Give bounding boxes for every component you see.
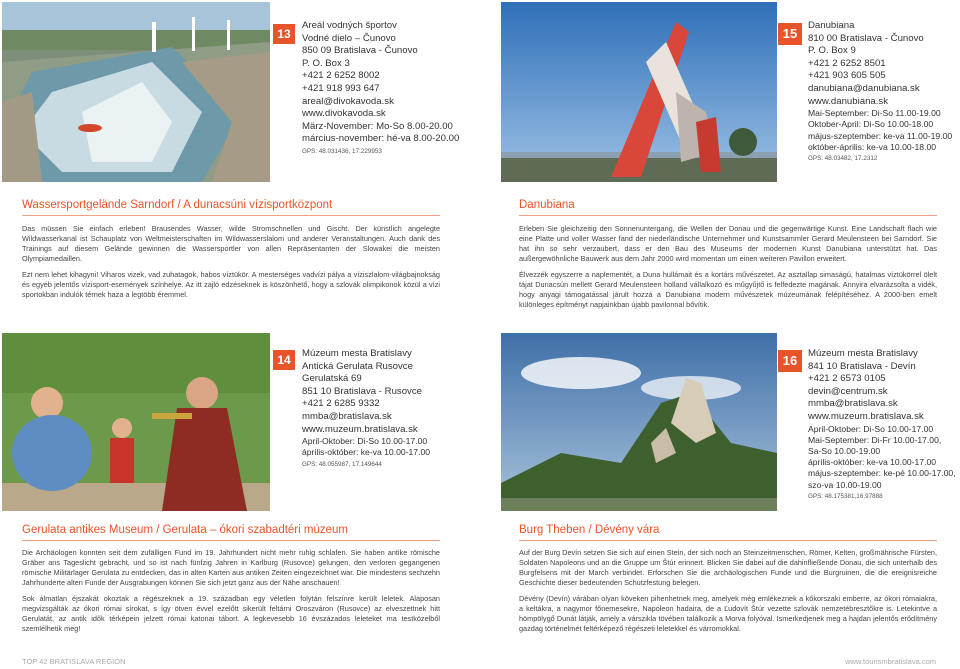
info-14-line: Antická Gerulata Rusovce [302,360,413,372]
rule-16 [519,540,937,541]
info-15-hours: május-szeptember: ke-va 11.00-19.00 [808,130,953,141]
info-16-gps: GPS: 48.175381,16.97888 [808,492,883,500]
photo-gerulata [2,333,270,511]
info-13-email[interactable]: areal@divokavoda.sk [302,95,394,107]
info-16-email[interactable]: mmba@bratislava.sk [808,398,898,410]
heading-13: Wassersportgelände Sarndorf / A dunacsúni vízisportközpont [22,199,333,211]
info-16 [808,348,956,502]
photo-devin [501,333,777,511]
info-15-name: Danubiana [808,20,855,31]
text-15 [519,224,937,316]
info-13-hours: március-november: hé-va 8.00-20.00 [302,133,460,145]
badge-15: 15 [778,23,802,45]
footer-page-label: TOP 42 BRATISLAVA REGION [22,657,126,666]
info-16-line: 841 10 Bratislava - Devín [808,360,916,372]
info-16-name: Múzeum mesta Bratislavy [808,348,918,359]
heading-14: Gerulata antikes Museum / Gerulata – ókori szabadtéri múzeum [22,524,348,536]
info-16-web[interactable]: www.muzeum.bratislava.sk [808,410,924,422]
paragraph-14-de: Die Archäologen konnten seit dem zufälligen Fund im 19. Jahrhundert nicht mehr ruhig schlafen. Sie haben antike römische Gräber ans Tageslicht gebracht, und so ist nach fünfzig Jahren in Karlburg (Rusovce) gelungen, den verloren gegangenen römische Militärlager Gerulata zu entdecken, das in alten Karten aus antiken Zeiten eingezeichnet war. Die mindestens sechzehn Jahrhunderte alten Funde der Ausgrabungen können Sie sich jetzt ganz aus der Nähe anschauen! [22,548,440,587]
info-16-hours: április-október: ke-va 10.00-17.00 [808,457,937,468]
info-15-web[interactable]: www.danubiana.sk [808,95,888,107]
info-15 [808,20,952,164]
rule-14 [22,540,440,541]
photo-danubiana [501,2,777,182]
paragraph-14-hu: Sok álmatlan éjszakát okoztak a régészeknek a 19. században egy véletlen folytán felszínre került leletek. Alaposan megvizsgálták az ókori római sírokat, s így ötven évvel ezelőtt sikerült feltárni Oroszváron (Rusovce) az elveszettnek hitt Gerulatát, az antik idők térképein jelzett római katonai tábort. A legkevesebb 16 évszázados leleteket ma testközelből szemlélhetik meg! [22,594,440,633]
paragraph-13-de: Das müssen Sie einfach erleben! Brausendes Wasser, wilde Stromschnellen und Gischt. Der künstlich angelegte Wildwasserkanal ist Schauplatz von Weltmeisterschaften im Wildwasserslalom und anderer Veranstaltungen. Auch dank des Trainings auf diesem Gelände gewinnen die Wassersportler von allen Repräsentanten der Slowakei die meisten Olympiamedaillen. [22,224,440,263]
info-15-hours: Mai-September: Di-So 11.00-19.00 [808,108,941,119]
info-13-line: P. O. Box 3 [302,57,350,69]
heading-16: Burg Theben / Dévény vára [519,524,660,536]
text-16 [519,548,937,640]
info-16-hours: szo-va 10.00-19.00 [808,479,882,490]
rule-15 [519,215,937,216]
rule-13 [22,215,440,216]
info-16-hours: Sa-So 10.00-19.00 [808,445,881,456]
info-13-line: Vodné dielo – Čunovo [302,32,396,44]
info-15-hours: Oktober-April: Di-So 10.00-18.00 [808,119,934,130]
info-14-gps: GPS: 48.055987, 17.149644 [302,460,382,468]
info-13-phone: +421 918 993 647 [302,82,380,94]
info-15-phone: +421 2 6252 8501 [808,57,886,69]
info-14-email[interactable]: mmba@bratislava.sk [302,410,392,422]
info-15-gps: GPS: 48.03482, 17.2312 [808,154,878,162]
info-15-email[interactable]: danubiana@danubiana.sk [808,82,920,94]
heading-15: Danubiana [519,199,575,211]
info-16-email[interactable]: devin@centrum.sk [808,385,888,397]
paragraph-16-de: Auf der Burg Devín setzen Sie sich auf einen Stein, der sich noch an Steinzeitmenschen, Römer, Kelten, großmährische Fürsten, Soldaten Napoleons und an die Gruppe um Štúr erinnert. Blicken Sie dabei auf die dahinfließende Donau, die sich unterhalb des Burgfelsens mit der March verbindet. Erforschen Sie die archäologischen Funde und die Burgruinen, die die ereignisreiche Geschichte dieser bedeutenden Schutzfestung belegen. [519,548,937,587]
info-14 [302,348,430,470]
info-14-web[interactable]: www.muzeum.bratislava.sk [302,423,418,435]
info-14-hours: April-Oktober: Di-So 10.00-17.00 [302,436,428,447]
paragraph-15-de: Erleben Sie gleichzeitig den Sonnenuntergang, die Wellen der Donau und die gegenwärtige Kunst. Eine Landschaft flach wie eine Platte und voller Wasser fand der niederländische Unternehmer und Kunstsammler Gerard Meulensteen bei Sarndorf. Sie hat ihn so sehr verzaubert, dass er den Bau des Museums der modernen Kunst Danubiana unterstützt hat. Das außergewöhnliche Bauwerk aus dem Jahr 2000 wird momentan um einen weiteren Pavillon erweitert. [519,224,937,263]
text-14 [22,548,440,640]
info-13-gps: GPS: 48.031436, 17.229953 [302,147,382,155]
info-15-hours: október-április: ke-va 10.00-18.00 [808,141,937,152]
info-13-line: 850 09 Bratislava - Čunovo [302,45,418,57]
paragraph-13-hu: Ezt nem lehet kihagyni! Viharos vizek, vad zuhatagok, habos víztükör. A mesterséges vadvízi pálya a víziszlalom-világbajnokság és egyéb jelentős vízisport-események színhelye. Az itt zajló edzéseknek is köszönhető, hogy a szlovák olimpikonok közül a vízi sportokban indulók térnek haza a legtöbb éremmel. [22,270,440,299]
info-13 [302,20,459,157]
info-14-line: Gerulatská 69 [302,373,362,385]
info-13-name: Areál vodných športov [302,20,397,31]
info-13-hours: März-November: Mo-So 8.00-20.00 [302,120,453,132]
info-16-hours: April-Oktober: Di-So 10.00-17.00 [808,423,934,434]
info-14-name: Múzeum mesta Bratislavy [302,348,412,359]
info-15-line: P. O. Box 9 [808,45,856,57]
info-13-web[interactable]: www.divokavoda.sk [302,108,386,120]
badge-13: 13 [273,24,295,44]
info-14-phone: +421 2 6285 9332 [302,398,380,410]
footer-website-link[interactable]: www.tourismbratislava.com [845,657,936,666]
info-14-line: 851 10 Bratislava - Rusovce [302,385,422,397]
text-13 [22,224,440,306]
photo-whitewater [2,2,270,182]
info-13-phone: +421 2 6252 8002 [302,70,380,82]
paragraph-16-hu: Dévény (Devín) várában olyan köveken pihenhetnek meg, amelyek még emlékeznek a kőkorszaki emberre, az ókori rómaiakra, a keltákra, a nagymor főnemesekre, Napóleon hadaira, de a Ľudovít Štúr vezette szlovák nemzetébresztőkre is. Letekintve a hömpölygő Dunát látják, amely a várszikla tövében találkozik a Morva folyóval. Ismerkedjenek meg a hajdan jelentős erődítmény gazdag történelmét feltérképező régészeti leletekkel és várromokkal. [519,594,937,633]
info-16-phone: +421 2 6573 0105 [808,373,886,385]
paragraph-15-hu: Élvezzék egyszerre a naplementét, a Duna hullámait és a kortárs művészetet. Az asztallap simaságú, hatalmas víztükörrel ölelt tájat Dunacsún mellett Gerard Meulensteen holland vállalkozó és műgyűjtő is felfedezte magának. Annyira elvarázsolta a vidék, hogy anyagi támogatással járult hozzá a Danubiana modern művészetek múzeumának felépítéséhez. A 2000-ben emelt különleges építményt napjainkban újabb pavilonnal bővítik. [519,270,937,309]
info-15-line: 810 00 Bratislava - Čunovo [808,32,924,44]
info-16-hours: Mai-September: Di-Fr 10.00-17.00, [808,434,942,445]
badge-16: 16 [778,350,802,372]
info-14-hours: április-október: ke-va 10.00-17.00 [302,447,431,458]
info-15-phone: +421 903 605 505 [808,70,886,82]
badge-14: 14 [273,350,295,370]
info-16-hours: május-szeptember: ke-pé 10.00-17.00, [808,468,956,479]
